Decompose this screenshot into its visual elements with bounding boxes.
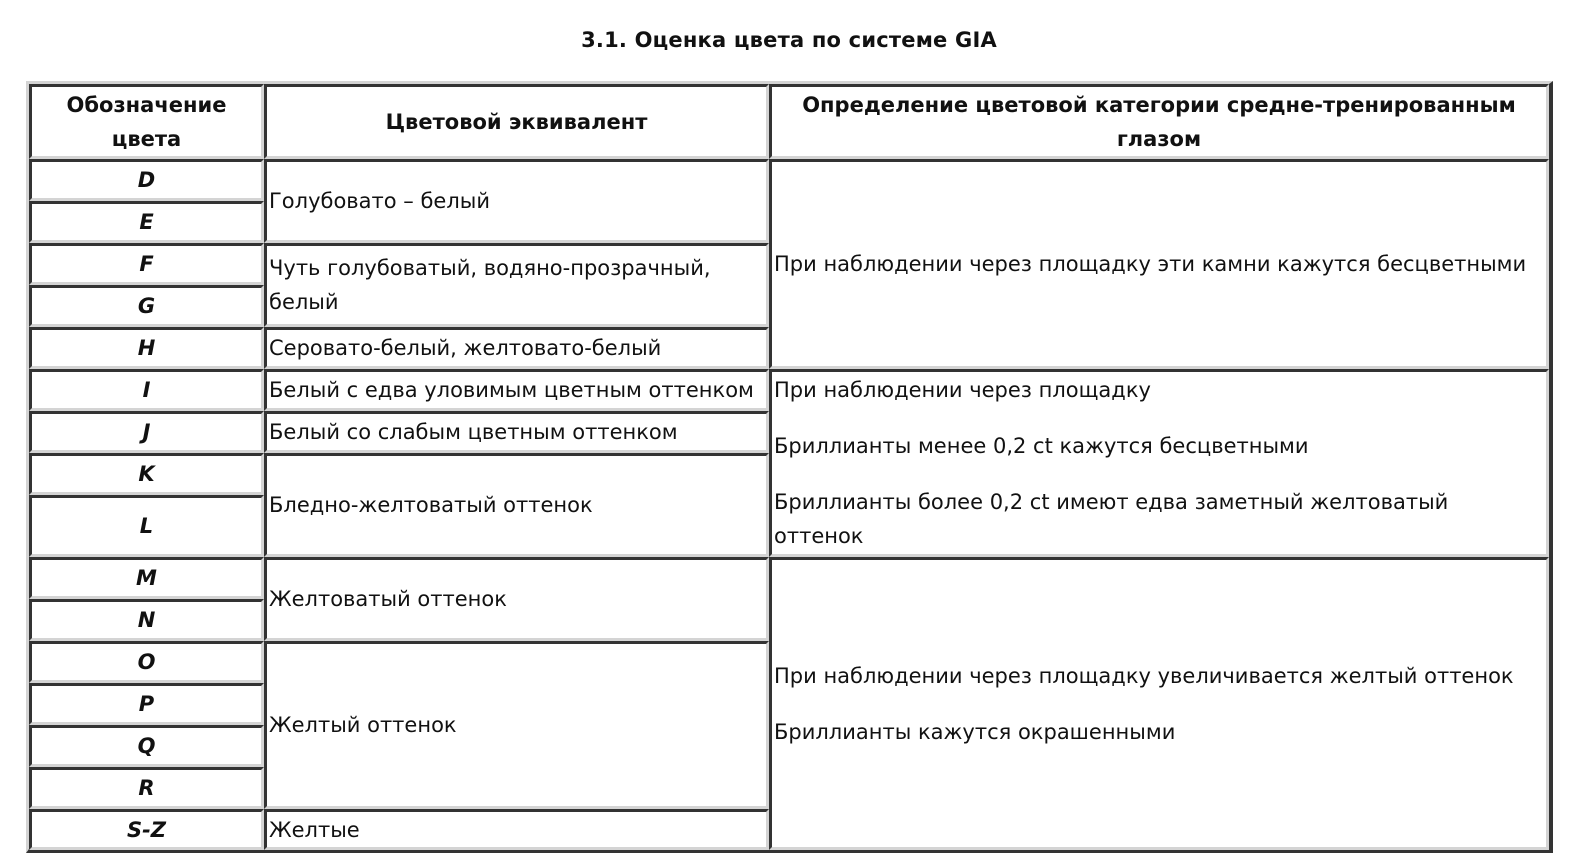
header-color-designation <box>29 84 264 159</box>
grade-label: R <box>138 776 155 800</box>
category-cell <box>769 557 1549 850</box>
grade-cell <box>29 767 264 809</box>
grade-label: E <box>139 210 154 234</box>
equivalent-text: Белый со слабым цветным оттенком <box>269 420 678 444</box>
grade-label: P <box>138 692 155 716</box>
grade-label: M <box>136 566 157 590</box>
equivalent-text: Серовато-белый, желтовато-белый <box>269 336 662 360</box>
header-category-definition <box>769 84 1549 159</box>
grade-cell <box>29 495 264 557</box>
equivalent-cell <box>264 159 769 243</box>
header-color-equivalent-label: Цветовой эквивалент <box>385 109 648 134</box>
category-text: При наблюдении через площадку увеличивается желтый оттенок <box>774 663 1514 688</box>
grade-cell <box>29 285 264 327</box>
grade-cell <box>29 411 264 453</box>
grade-label: L <box>139 514 154 538</box>
equivalent-text: Чуть голубоватый, водяно-прозрачный, белый <box>269 256 711 314</box>
equivalent-cell <box>264 453 769 557</box>
category-cell <box>769 369 1549 557</box>
grade-cell <box>29 599 264 641</box>
grade-label: I <box>142 378 151 402</box>
page-title: 3.1. Оценка цвета по системе GIA <box>581 28 997 52</box>
grade-label: J <box>142 420 151 444</box>
equivalent-text: Желтоватый оттенок <box>269 587 507 611</box>
grade-label: Q <box>137 734 156 758</box>
equivalent-text: Белый с едва уловимым цветным оттенком <box>269 378 754 402</box>
grade-cell <box>29 453 264 495</box>
header-category-definition-label: Определение цветовой категории средне-тренированным глазом <box>802 92 1516 151</box>
equivalent-cell <box>264 369 769 411</box>
equivalent-cell <box>264 641 769 809</box>
category-text: При наблюдении через площадку <box>774 378 1151 402</box>
grade-cell <box>29 725 264 767</box>
category-text: Бриллианты кажутся окрашенными <box>774 719 1176 744</box>
category-text: При наблюдении через площадку эти камни кажутся бесцветными <box>774 252 1527 276</box>
equivalent-cell <box>264 557 769 641</box>
grade-cell <box>29 327 264 369</box>
grade-label: G <box>137 294 156 318</box>
equivalent-text: Бледно-желтоватый оттенок <box>269 493 593 517</box>
grade-label: H <box>137 336 156 360</box>
equivalent-cell <box>264 243 769 327</box>
equivalent-text: Желтые <box>269 817 360 842</box>
category-text: Бриллианты более 0,2 ct имеют едва заметный желтоватый оттенок <box>774 490 1449 548</box>
grade-cell <box>29 369 264 411</box>
grade-cell <box>29 809 264 850</box>
grade-cell <box>29 641 264 683</box>
equivalent-cell <box>264 809 769 850</box>
grade-label: K <box>138 462 155 486</box>
equivalent-cell <box>264 327 769 369</box>
equivalent-text: Голубовато – белый <box>269 189 491 213</box>
header-color-designation-label: Обозначение цвета <box>66 92 227 151</box>
grade-label: S-Z <box>126 817 167 842</box>
category-text: Бриллианты менее 0,2 ct кажутся бесцветными <box>774 434 1309 458</box>
category-cell <box>769 159 1549 369</box>
equivalent-cell <box>264 411 769 453</box>
grade-cell <box>29 683 264 725</box>
grade-label: O <box>137 650 156 674</box>
grade-label: F <box>139 252 154 276</box>
grade-cell <box>29 159 264 201</box>
grade-label: N <box>137 608 156 632</box>
grade-cell <box>29 557 264 599</box>
grade-cell <box>29 201 264 243</box>
equivalent-text: Желтый оттенок <box>269 713 457 737</box>
grade-label: D <box>137 168 156 192</box>
grade-cell <box>29 243 264 285</box>
header-color-equivalent <box>264 84 769 159</box>
